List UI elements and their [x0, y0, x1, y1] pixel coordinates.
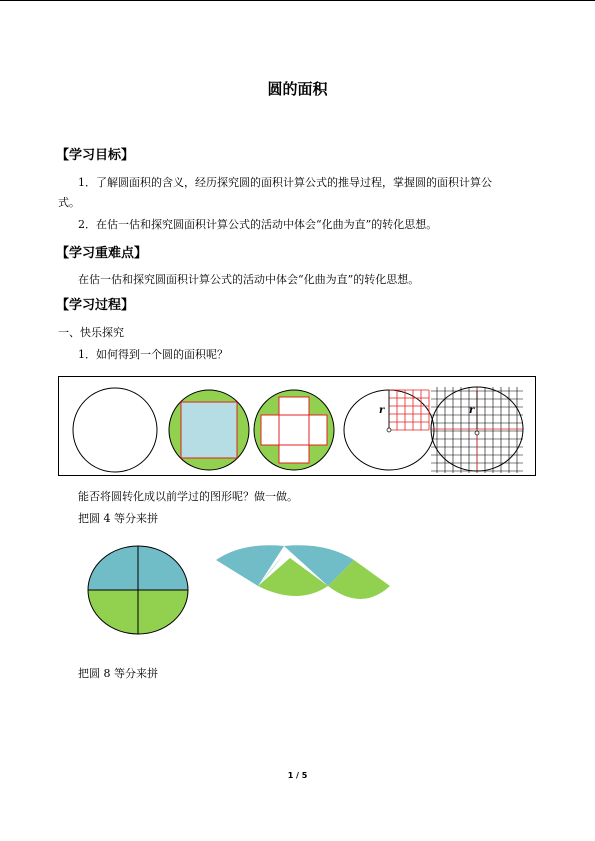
inscribed-cross-circle — [254, 390, 334, 470]
page-number: 1 / 5 — [287, 771, 308, 780]
four-part-figure — [84, 540, 394, 636]
page-title: 圆的面积 — [267, 80, 328, 98]
key-points-text: 在估一估和探究圆面积计算公式的活动中体会“化曲为直”的转化思想。 — [78, 273, 420, 286]
circle-methods-figure — [58, 376, 536, 476]
goal-1-line-2: 式。 — [58, 196, 80, 209]
full-grid-circle — [429, 385, 525, 473]
inscribed-square-circle — [169, 390, 249, 470]
quartered-circle — [88, 546, 188, 634]
goal-1-line-1: 1．了解圆面积的含义，经历探究圆的面积计算公式的推导过程，掌握圆的面积计算公 — [78, 176, 492, 189]
question-1: 1．如何得到一个圆的面积呢？ — [78, 348, 228, 361]
question-4: 把圆 8 等分来拼 — [78, 667, 158, 680]
radius-label-2: r — [469, 405, 475, 416]
goals-heading: 【学习目标】 — [56, 148, 135, 163]
plain-circle — [73, 388, 157, 472]
process-heading: 【学习过程】 — [56, 298, 135, 313]
key-points-heading: 【学习重难点】 — [56, 246, 148, 261]
question-3: 把圆 4 等分来拼 — [78, 512, 158, 525]
question-2: 能否将圆转化成以前学过的图形呢？做一做。 — [78, 490, 298, 503]
top-rule — [0, 0, 595, 1]
part-1-title: 一、快乐探究 — [58, 326, 124, 339]
circle-methods-svg — [59, 377, 537, 477]
radius-label: r — [379, 405, 385, 416]
rearranged-sectors — [216, 545, 390, 599]
goal-2: 2．在估一估和探究圆面积计算公式的活动中体会“化曲为直”的转化思想。 — [78, 218, 438, 231]
quarter-grid-circle — [344, 390, 434, 470]
